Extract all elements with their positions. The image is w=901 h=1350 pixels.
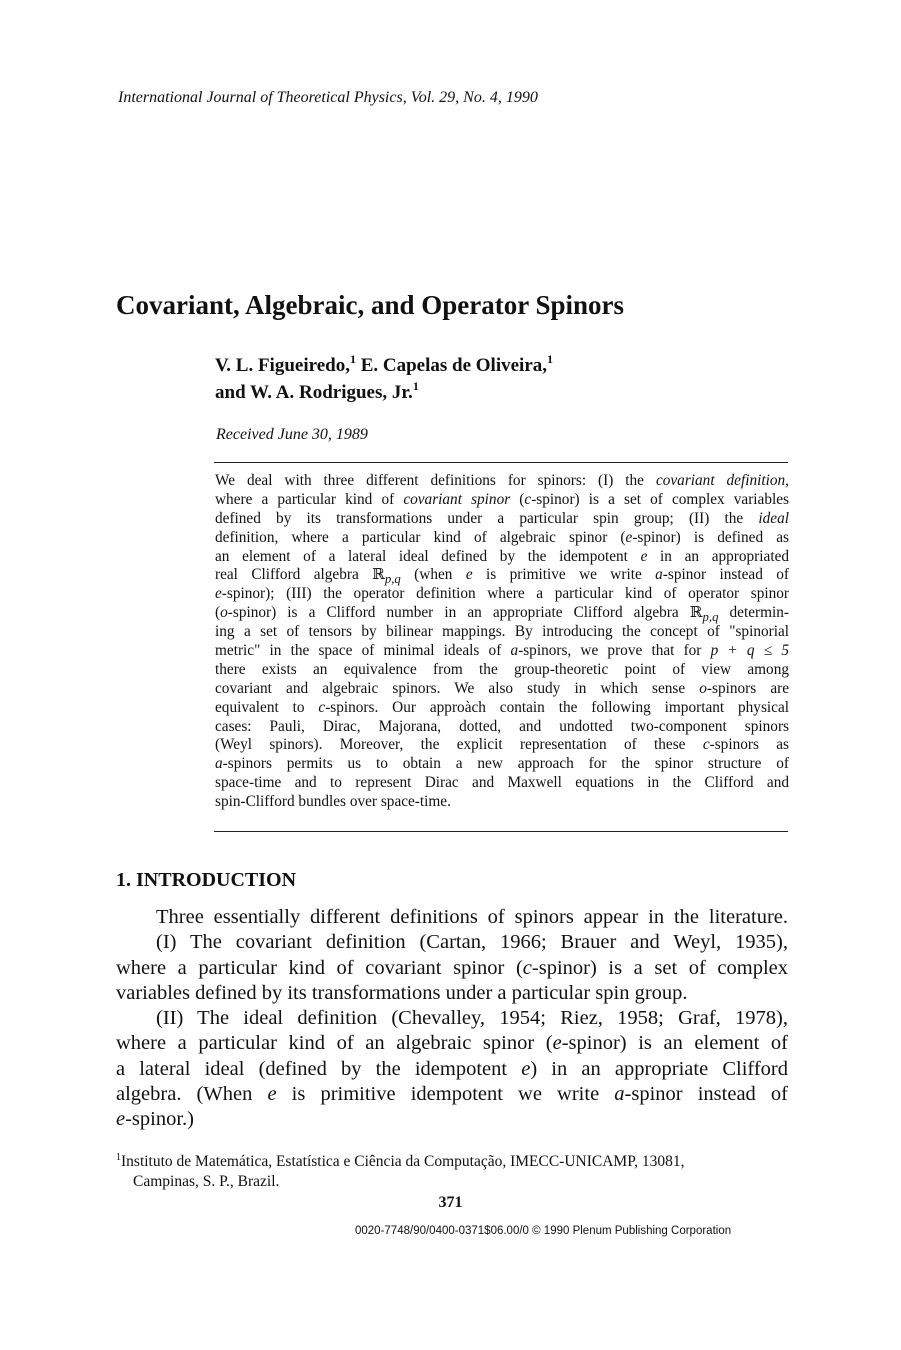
footnote-line-1: $^1$Instituto de Matemática, Estatística e Ciência da Computação, IMECC-UNICAMP, 13081,: [116, 1152, 685, 1170]
section-heading: 1. INTRODUCTION: [116, 869, 297, 891]
intro-line: algebra. (When e is primitive idempotent we write a-spinor instead of: [116, 1083, 788, 1106]
copyright-line: 0020-7748/90/0400-0371$06.00/0 © 1990 Plenum Publishing Corporation: [355, 1225, 732, 1237]
journal-citation: International Journal of Theoretical Physics, Vol. 29, No. 4, 1990: [118, 89, 538, 106]
footnote-mark: 1: [116, 1152, 121, 1163]
abstract-line: ing a set of tensors by bilinear mappings. By introducing the concept of "spinorial: [215, 623, 789, 641]
abstract-line: real Clifford algebra ℝ$_{p,q}$ (when e is primitive we write a-spinor instead of: [215, 566, 789, 587]
abstract-line: definition, where a particular kind of algebraic spinor (e-spinor) is defined as: [215, 528, 789, 546]
author-line-1: [215, 352, 553, 379]
abstract-line: defined by its transformations under a particular spin group; (II) the ideal: [215, 509, 789, 527]
abstract-line: spin-Clifford bundles over space-time.: [215, 793, 451, 811]
abstract: [215, 472, 789, 812]
intro-line: variables defined by its transformations under a particular spin group.: [116, 981, 688, 1004]
abstract-line: where a particular kind of covariant spinor (c-spinor) is a set of complex variables: [215, 490, 789, 508]
intro-line: (II) The ideal definition (Chevalley, 1954; Riez, 1958; Graf, 1978),: [156, 1007, 788, 1030]
abstract-line: equivalent to c-spinors. Our approàch contain the following important physical: [215, 698, 789, 716]
footnote-line-2: Campinas, S. P., Brazil.: [133, 1173, 280, 1190]
intro-line: where a particular kind of an algebraic spinor (e-spinor) is an element of: [116, 1032, 788, 1055]
abstract-bottom-rule: [214, 831, 788, 832]
footnote: [116, 1152, 685, 1192]
intro-line: e-spinor.): [116, 1108, 195, 1131]
author-rodrigues: and W. A. Rodrigues, Jr.: [215, 382, 413, 403]
abstract-line: We deal with three different definitions for spinors: (I) the covariant definition,: [215, 472, 789, 489]
abstract-line: space-time and to represent Dirac and Maxwell equations in the Clifford and: [215, 774, 789, 792]
page-number: 371: [438, 1194, 463, 1211]
abstract-line: (o-spinor) is a Clifford number in an appropriate Clifford algebra ℝ$_{p,q}$ determin-: [215, 604, 789, 625]
intro-line: (I) The covariant definition (Cartan, 1966; Brauer and Weyl, 1935),: [156, 931, 788, 954]
affiliation-mark: 1: [349, 352, 356, 366]
affiliation-mark: 1: [547, 352, 554, 366]
introduction-body: [116, 905, 788, 1133]
abstract-line: (Weyl spinors). Moreover, the explicit representation of these c-spinors as: [215, 736, 790, 754]
abstract-line: a-spinors permits us to obtain a new approach for the spinor structure of: [215, 755, 789, 773]
intro-line: where a particular kind of covariant spinor (c-spinor) is a set of complex: [116, 956, 788, 979]
abstract-line: metric" in the space of minimal ideals of a-spinors, we prove that for p + q ≤ 5: [215, 642, 789, 660]
paper-title: Covariant, Algebraic, and Operator Spinors: [116, 290, 625, 320]
author-line-2: [215, 379, 553, 406]
abstract-top-rule: [214, 462, 788, 463]
intro-line: Three essentially different definitions of spinors appear in the literature.: [156, 906, 788, 928]
received-date: Received June 30, 1989: [216, 426, 368, 443]
abstract-line: covariant and algebraic spinors. We also study in which sense o-spinors are: [215, 679, 789, 697]
abstract-line: there exists an equivalence from the group-theoretic point of view among: [215, 660, 789, 678]
abstract-line: e-spinor); (III) the operator definition where a particular kind of operator spinor: [215, 585, 789, 603]
author-capelas: E. Capelas de Oliveira,: [355, 355, 548, 376]
affiliation-mark: 1: [412, 379, 419, 393]
author-figueiredo: V. L. Figueiredo,: [215, 355, 350, 376]
author-list: [215, 352, 553, 406]
intro-line: a lateral ideal (defined by the idempotent e) in an appropriate Clifford: [116, 1057, 789, 1080]
abstract-line: cases: Pauli, Dirac, Majorana, dotted, and undotted two-component spinors: [215, 717, 789, 735]
abstract-line: an element of a lateral ideal defined by the idempotent e in an appropriated: [215, 547, 790, 565]
